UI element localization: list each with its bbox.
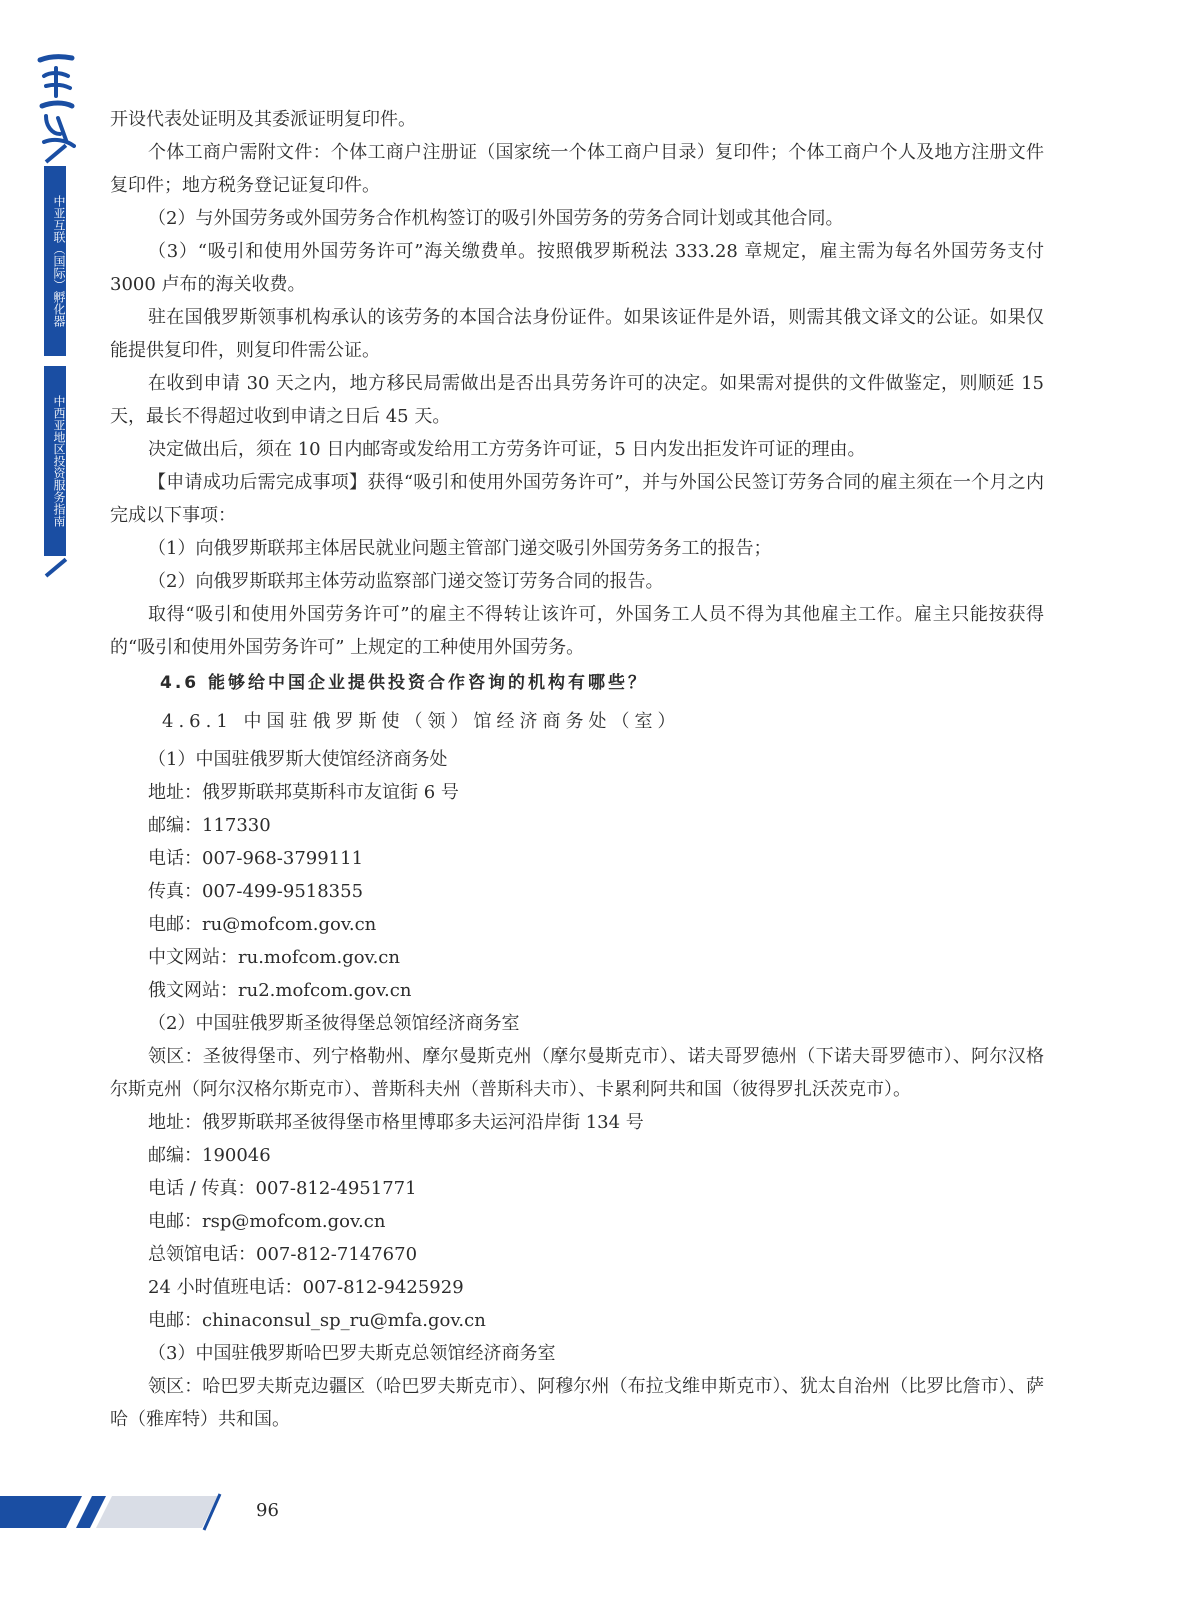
paragraph: 电邮：chinaconsul_sp_ru@mfa.gov.cn	[148, 1310, 486, 1331]
paragraph: 24 小时值班电话：007-812-9425929	[148, 1277, 464, 1298]
sidebar-label-guide-text: 中西亚地区投资服务指南	[52, 395, 66, 527]
paragraph: （1）向俄罗斯联邦主体居民就业问题主管部门递交吸引外国劳务务工的报告；	[148, 538, 772, 559]
paragraph: 领区：圣彼得堡市、列宁格勒州、摩尔曼斯克州（摩尔曼斯克市）、诺夫哥罗德州（下诺夫哥罗德市）、阿尔汉格尔斯克州（阿尔汉格尔斯克市）、普斯科夫州（普斯科夫市）、卡累利阿共和国（彼得罗扎沃茨克市）。	[110, 1046, 1044, 1100]
paragraph: 决定做出后，须在 10 日内邮寄或发给用工方劳务许可证，5 日内发出拒发许可证的理由。	[148, 439, 866, 460]
paragraph: 电话：007-968-3799111	[148, 848, 364, 869]
footer-stripe-decoration	[0, 1488, 230, 1534]
brand-logo	[36, 50, 76, 150]
document-body	[110, 103, 1044, 1436]
subsection-heading: 4.6.1 中国驻俄罗斯使（领）馆经济商务处（室）	[162, 711, 681, 732]
paragraph: （2）与外国劳务或外国劳务合作机构签订的吸引外国劳务的劳务合同计划或其他合同。	[148, 208, 844, 229]
paragraph: 电邮：ru@mofcom.gov.cn	[148, 914, 377, 935]
sidebar-label-incubator	[44, 166, 66, 356]
paragraph: 电邮：rsp@mofcom.gov.cn	[148, 1211, 386, 1232]
paragraph: （2）中国驻俄罗斯圣彼得堡总领馆经济商务室	[148, 1013, 520, 1034]
paragraph: （1）中国驻俄罗斯大使馆经济商务处	[148, 749, 448, 770]
paragraph: 【申请成功后需完成事项】获得“吸引和使用外国劳务许可”，并与外国公民签订劳务合同的雇主须在一个月之内完成以下事项：	[110, 472, 1044, 526]
paragraph: 地址：俄罗斯联邦圣彼得堡市格里博耶多夫运河沿岸街 134 号	[148, 1112, 644, 1133]
sidebar	[44, 166, 66, 556]
paragraph: 邮编：190046	[148, 1145, 271, 1166]
paragraph: 电话 / 传真：007-812-4951771	[148, 1178, 417, 1199]
paragraph: 总领馆电话：007-812-7147670	[148, 1244, 418, 1265]
paragraph: 个体工商户需附文件：个体工商户注册证（国家统一个体工商户目录）复印件；个体工商户个人及地方注册文件复印件；地方税务登记证复印件。	[110, 142, 1044, 196]
paragraph: （2）向俄罗斯联邦主体劳动监察部门递交签订劳务合同的报告。	[148, 571, 664, 592]
paragraph: （3）中国驻俄罗斯哈巴罗夫斯克总领馆经济商务室	[148, 1343, 556, 1364]
paragraph: 驻在国俄罗斯领事机构承认的该劳务的本国合法身份证件。如果该证件是外语，则需其俄文译文的公证。如果仅能提供复印件，则复印件需公证。	[110, 307, 1044, 361]
paragraph: 中文网站：ru.mofcom.gov.cn	[148, 947, 400, 968]
section-heading: 4.6 能够给中国企业提供投资合作咨询的机构有哪些？	[160, 673, 649, 693]
paragraph: 领区：哈巴罗夫斯克边疆区（哈巴罗夫斯克市）、阿穆尔州（布拉戈维申斯克市）、犹太自治州（比罗比詹市）、萨哈（雅库特）共和国。	[110, 1376, 1044, 1430]
page-number: 96	[256, 1500, 279, 1521]
paragraph: 地址：俄罗斯联邦莫斯科市友谊街 6 号	[148, 782, 459, 803]
paragraph: 俄文网站：ru2.mofcom.gov.cn	[148, 980, 412, 1001]
paragraph: 邮编：117330	[148, 815, 271, 836]
paragraph: 在收到申请 30 天之内，地方移民局需做出是否出具劳务许可的决定。如果需对提供的文件做鉴定，则顺延 15 天，最长不得超过收到申请之日后 45 天。	[110, 373, 1044, 427]
sidebar-label-incubator-text: 中亚互联（国际）孵化器	[52, 195, 66, 327]
sidebar-divider-bottom	[45, 558, 67, 578]
paragraph: 传真：007-499-9518355	[148, 881, 364, 902]
paragraph: （3）“吸引和使用外国劳务许可”海关缴费单。按照俄罗斯税法 333.28 章规定，雇主需为每名外国劳务支付 3000 卢布的海关收费。	[110, 241, 1044, 295]
paragraph: 取得“吸引和使用外国劳务许可”的雇主不得转让该许可，外国务工人员不得为其他雇主工作。雇主只能按获得的“吸引和使用外国劳务许可” 上规定的工种使用外国劳务。	[110, 604, 1044, 658]
paragraph: 开设代表处证明及其委派证明复印件。	[110, 109, 416, 130]
sidebar-label-guide	[44, 366, 66, 556]
